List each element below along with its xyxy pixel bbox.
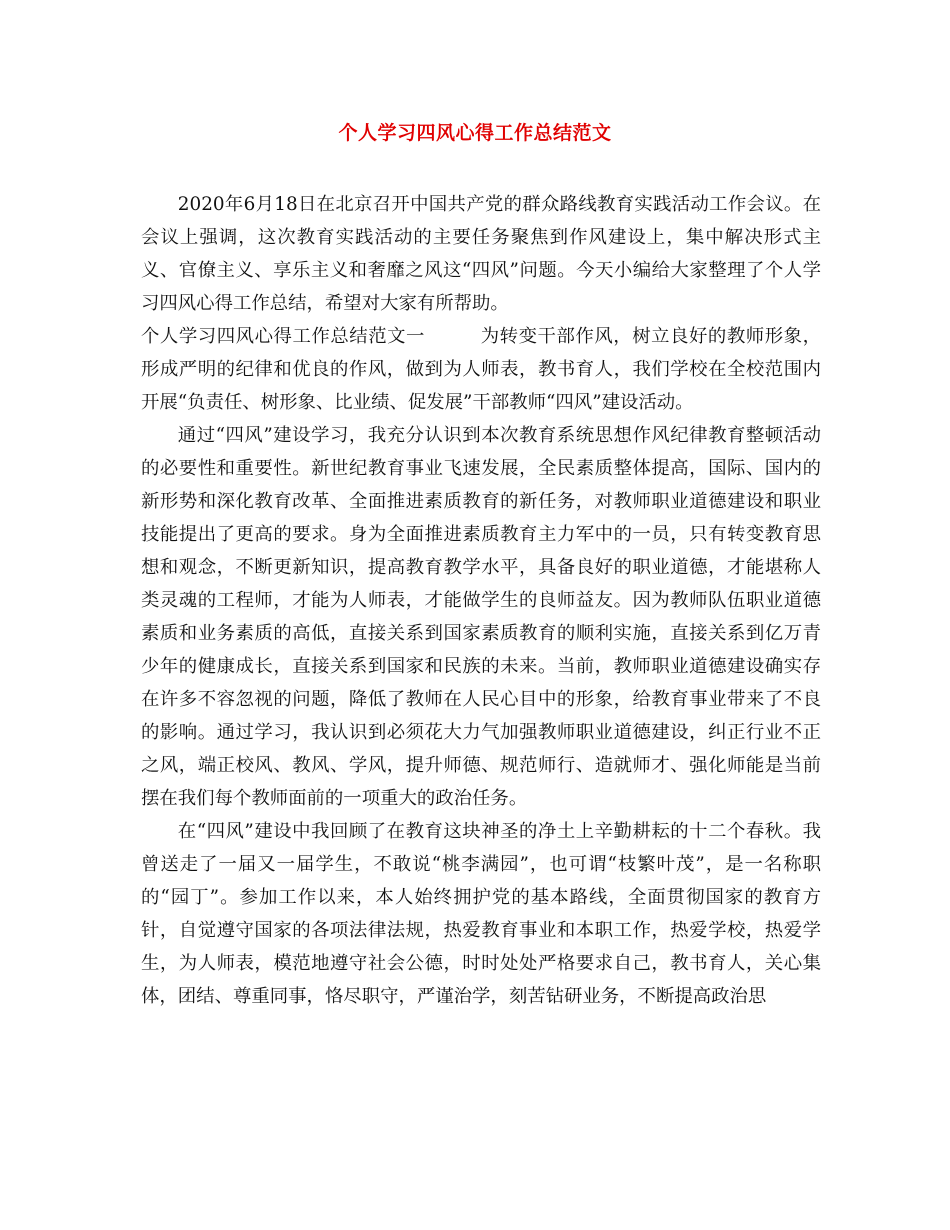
paragraph-review: 在“四风”建设中我回顾了在教育这块神圣的净土上辛勤耕耘的十二个春秋。我曾送走了一届又一届学生，不敢说“桃李满园”，也可谓“枝繁叶茂”，是一名称职的“园丁”。参加工作以来，本人始终拥护党的基本路线，全面贯彻国家的教育方针，自觉遵守国家的各项法律法规，热爱教育事业和本职工作，热爱学校，热爱学生，为人师表，模范地遵守社会公德，时时处处严格要求自己，教书育人，关心集体，团结、尊重同事，恪尽职守，严谨治学，刻苦钻研业务，不断提高政治思 xyxy=(141,821,821,1007)
section-heading: 个人学习四风心得工作总结范文一 xyxy=(141,326,425,347)
document-title: 个人学习四风心得工作总结范文 xyxy=(338,122,612,144)
paragraph-study-reflection: 通过“四风”建设学习，我充分认识到本次教育系统思想作风纪律教育整顿活动的必要性和重要性。新世纪教育事业飞速发展，全民素质整体提高，国际、国内的新形势和深化教育改革、全面推进素质教育的新任务，对教师职业道德建设和职业技能提出了更高的要求。身为全面推进素质教育主力军中的一员，只有转变教育思想和观念，不断更新知识，提高教育教学水平，具备良好的职业道德，才能堪称人类灵魂的工程师，才能为人师表，才能做学生的良师益友。因为教师队伍职业道德素质和业务素质的高低，直接关系到国家素质教育的顺利实施，直接关系到亿万青少年的健康成长，直接关系到国家和民族的未来。当前，教师职业道德建设确实存在许多不容忽视的问题，降低了教师在人民心目中的形象，给教育事业带来了不良的影响。通过学习，我认识到必须花大力气加强教师职业道德建设，纠正行业不正之风，端正校风、教风、学风，提升师德、规范师行、造就师才、强化师能是当前摆在我们每个教师面前的一项重大的政治任务。 xyxy=(141,425,821,809)
section-one-text: 为转变干部作风，树立良好的教师形象，形成严明的纪律和优良的作风，做到为人师表，教书育人，我们学校在全校范围内开展“负责任、树形象、比业绩、促发展”干部教师“四风”建设活动。 xyxy=(141,326,821,413)
paragraph-section-one xyxy=(141,320,821,419)
paragraph-intro: 2020年6月18日在北京召开中国共产党的群众路线教育实践活动工作会议。在会议上强调，这次教育实践活动的主要任务聚焦到作风建设上，集中解决形式主义、官僚主义、享乐主义和奢靡之风这“四风”问题。今天小编给大家整理了个人学习四风心得工作总结，希望对大家有所帮助。 xyxy=(141,194,821,314)
document-body xyxy=(141,188,821,1013)
